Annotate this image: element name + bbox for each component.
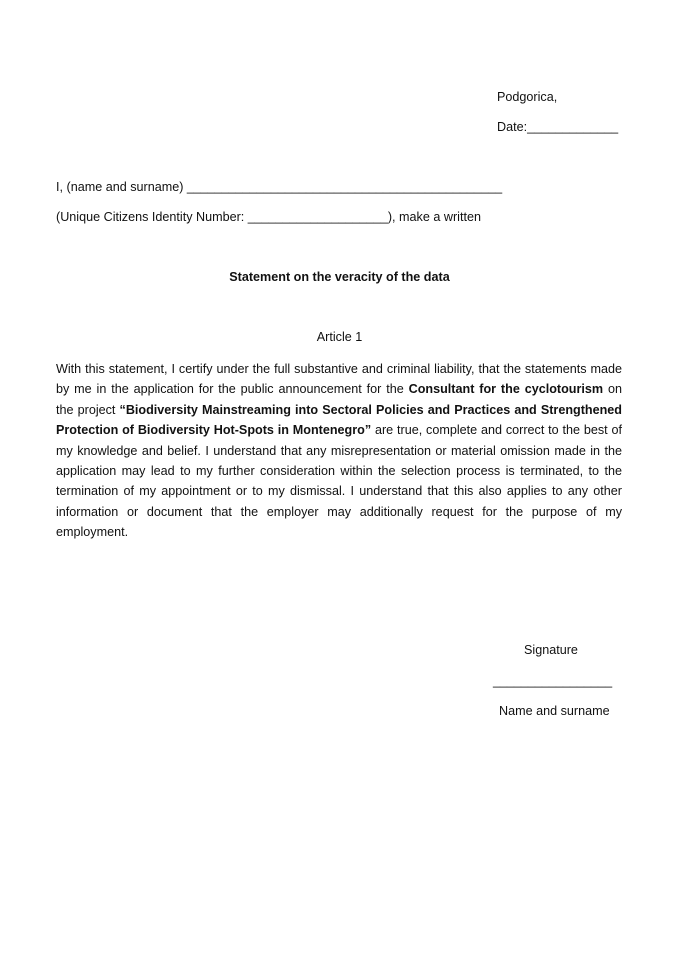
project-title-bold: “Biodiversity Mainstreaming into Sectoral Policies and Practices and Strengthened Protection of Biodiversity Hot-Spots in Montenegro”: [56, 402, 622, 438]
name-surname-field-line: I, (name and surname) _____________________________________________: [56, 180, 503, 194]
statement-title: Statement on the veracity of the data: [229, 270, 450, 284]
citizen-id-field-line: (Unique Citizens Identity Number: ____________________), make a written: [56, 210, 481, 224]
body-text-segment: on the project: [56, 382, 622, 417]
article-heading: Article 1: [316, 330, 363, 344]
consultant-role-bold: Consultant for the cyclotourism: [408, 382, 604, 397]
statement-body: [56, 359, 622, 543]
signature-line: _________________: [493, 674, 613, 688]
name-and-surname-label: Name and surname: [499, 704, 610, 718]
signature-label: Signature: [524, 643, 578, 657]
place-label: Podgorica,: [497, 90, 558, 104]
body-text-segment: With this statement, I certify under the full substantive and criminal liability, that the statements made by me in the application for the public announcement for the: [56, 362, 622, 397]
date-field-line: Date:_____________: [497, 120, 619, 134]
body-text-segment: are true, complete and correct to the best of my knowledge and belief. I understand that any misrepresentation or material omission made in the application may lead to my further consideration within the selection process is terminated, to the termination of my appointment or to my dismissal. I understand that this also applies to any other information or document that the employer may additionally request for the purpose of my employment.: [56, 423, 622, 540]
